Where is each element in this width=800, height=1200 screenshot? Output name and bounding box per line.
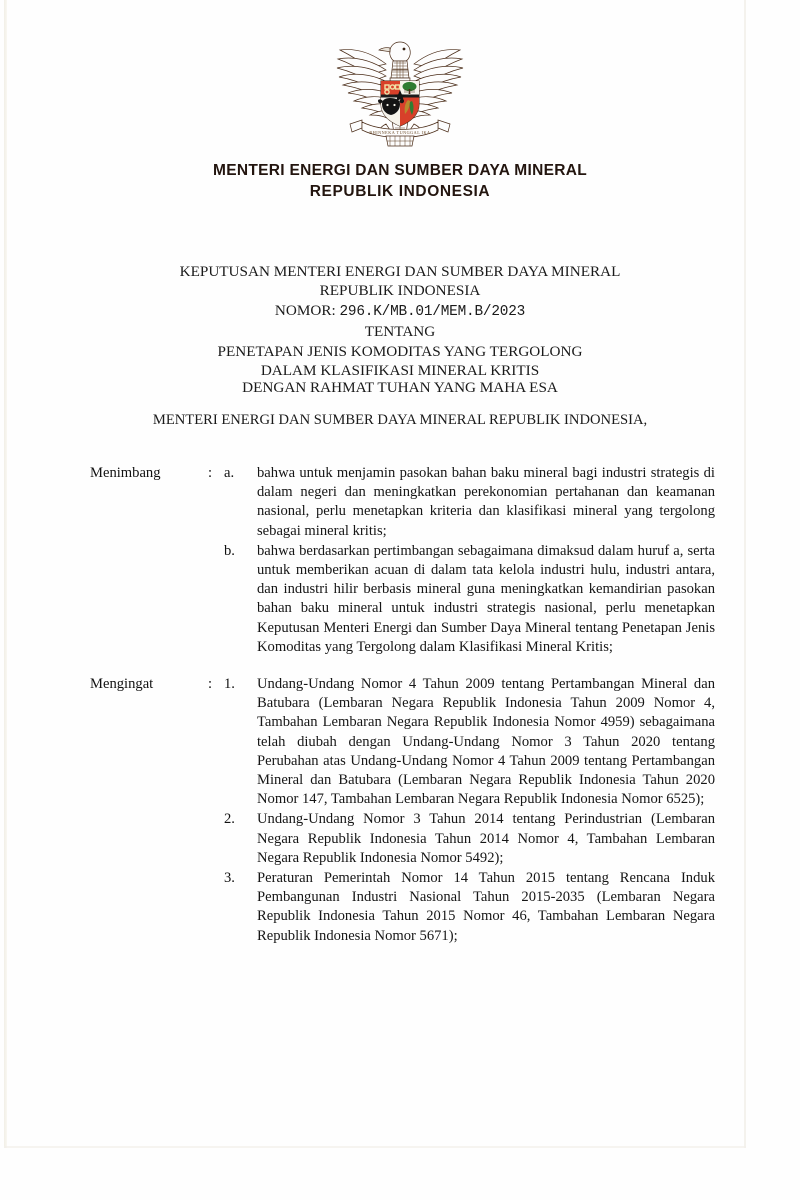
clause-text: Undang-Undang Nomor 4 Tahun 2009 tentang Pertambangan Mineral dan Batubara (Lembaran Negara Republik Indonesia Tahun 2009 Nomor 4, Tambahan Lembaran Negara Republik Indonesia Nomor 4959) sebagaimana telah diubah dengan Undang-Undang Nomor 3 Tahun 2020 tentang Perubahan atas Undang-Undang Nomor 4 Tahun 2009 tentang Pertambangan Mineral dan Batubara (Lembaran Negara Republik Indonesia Tahun 2020 Nomor 147, Tambahan Lembaran Negara Republik Indonesia Nomor 6525); (257, 676, 715, 808)
clause-row (90, 542, 715, 657)
title-line1: KEPUTUSAN MENTERI ENERGI DAN SUMBER DAYA MINERAL (179, 263, 621, 280)
subject-line1: PENETAPAN JENIS KOMODITAS YANG TERGOLONG (217, 342, 583, 360)
clause-marker: 3. (224, 870, 235, 887)
clause-row (90, 675, 715, 809)
decree-title-block (0, 262, 800, 380)
decree-number-line (0, 301, 800, 322)
subject-line2: DALAM KLASIFIKASI MINERAL KRITIS (260, 362, 540, 380)
ministry-header (0, 160, 800, 202)
issuing-authority-line: MENTERI ENERGI DAN SUMBER DAYA MINERAL REPUBLIK INDONESIA, (152, 412, 648, 428)
svg-text:BHINNEKA TUNGGAL IKA: BHINNEKA TUNGGAL IKA (369, 130, 431, 135)
clause-text: Peraturan Pemerintah Nomor 14 Tahun 2015 tentang Rencana Induk Pembangunan Industri Nasional Tahun 2015-2035 (Lembaran Negara Republik Indonesia Tahun 2015 Nomor 46, Tambahan Lembaran Negara Republik Indonesia Nomor 5671); (257, 870, 715, 944)
blessing-line: DENGAN RAHMAT TUHAN YANG MAHA ESA (242, 379, 558, 396)
clause-text: bahwa untuk menjamin pasokan bahan baku mineral bagi industri strategis di dalam negeri dan meningkatkan perekonomian pertahanan dan keamanan nasional, perlu menetapkan kriteria dan klasifikasi mineral yang tergolong sebagai mineral kritis; (257, 465, 715, 539)
clause-marker: 2. (224, 811, 235, 828)
section-label-mengingat: Mengingat (90, 676, 154, 693)
clause-row (90, 464, 715, 541)
title-line2: REPUBLIK INDONESIA (319, 282, 481, 300)
tentang-label: TENTANG (364, 323, 436, 341)
section-menimbang (90, 464, 715, 657)
nomor-label: NOMOR: (274, 301, 336, 319)
scan-edge-bottom (4, 1146, 746, 1148)
section-label-menimbang: Menimbang (90, 465, 161, 481)
clause-text: Undang-Undang Nomor 3 Tahun 2014 tentang Perindustrian (Lembaran Negara Republik Indonesia Tahun 2014 Nomor 4, Tambahan Lembaran Negara Republik Indonesia Nomor 5492); (257, 811, 715, 866)
clauses-container (90, 464, 715, 946)
clause-marker: b. (224, 542, 235, 559)
nomor-value: 296.K/MB.01/MEM.B/2023 (339, 303, 526, 320)
emblem-container (0, 36, 800, 157)
clause-marker: a. (224, 465, 235, 481)
clause-row (90, 810, 715, 868)
ministry-header-line2: REPUBLIK INDONESIA (309, 183, 491, 200)
section-colon: : (208, 676, 213, 693)
section-colon: : (208, 465, 213, 481)
clause-row (90, 869, 715, 946)
clause-text: bahwa berdasarkan pertimbangan sebagaimana dimaksud dalam huruf a, serta untuk memberikan acuan di dalam tata kelola industri hulu, industri antara, dan industri hilir berbasis mineral guna meningkatkan kemandirian pasokan bahan baku mineral untuk industri strategis nasional, perlu menetapkan Keputusan Menteri Energi dan Sumber Daya Mineral tentang Penetapan Jenis Komoditas yang Tergolong dalam Klasifikasi Mineral Kritis; (257, 542, 715, 655)
ministry-header-line1: MENTERI ENERGI DAN SUMBER DAYA MINERAL (213, 162, 587, 179)
garuda-pancasila-emblem (324, 36, 476, 152)
section-mengingat (90, 675, 715, 946)
clause-marker: 1. (224, 676, 235, 693)
